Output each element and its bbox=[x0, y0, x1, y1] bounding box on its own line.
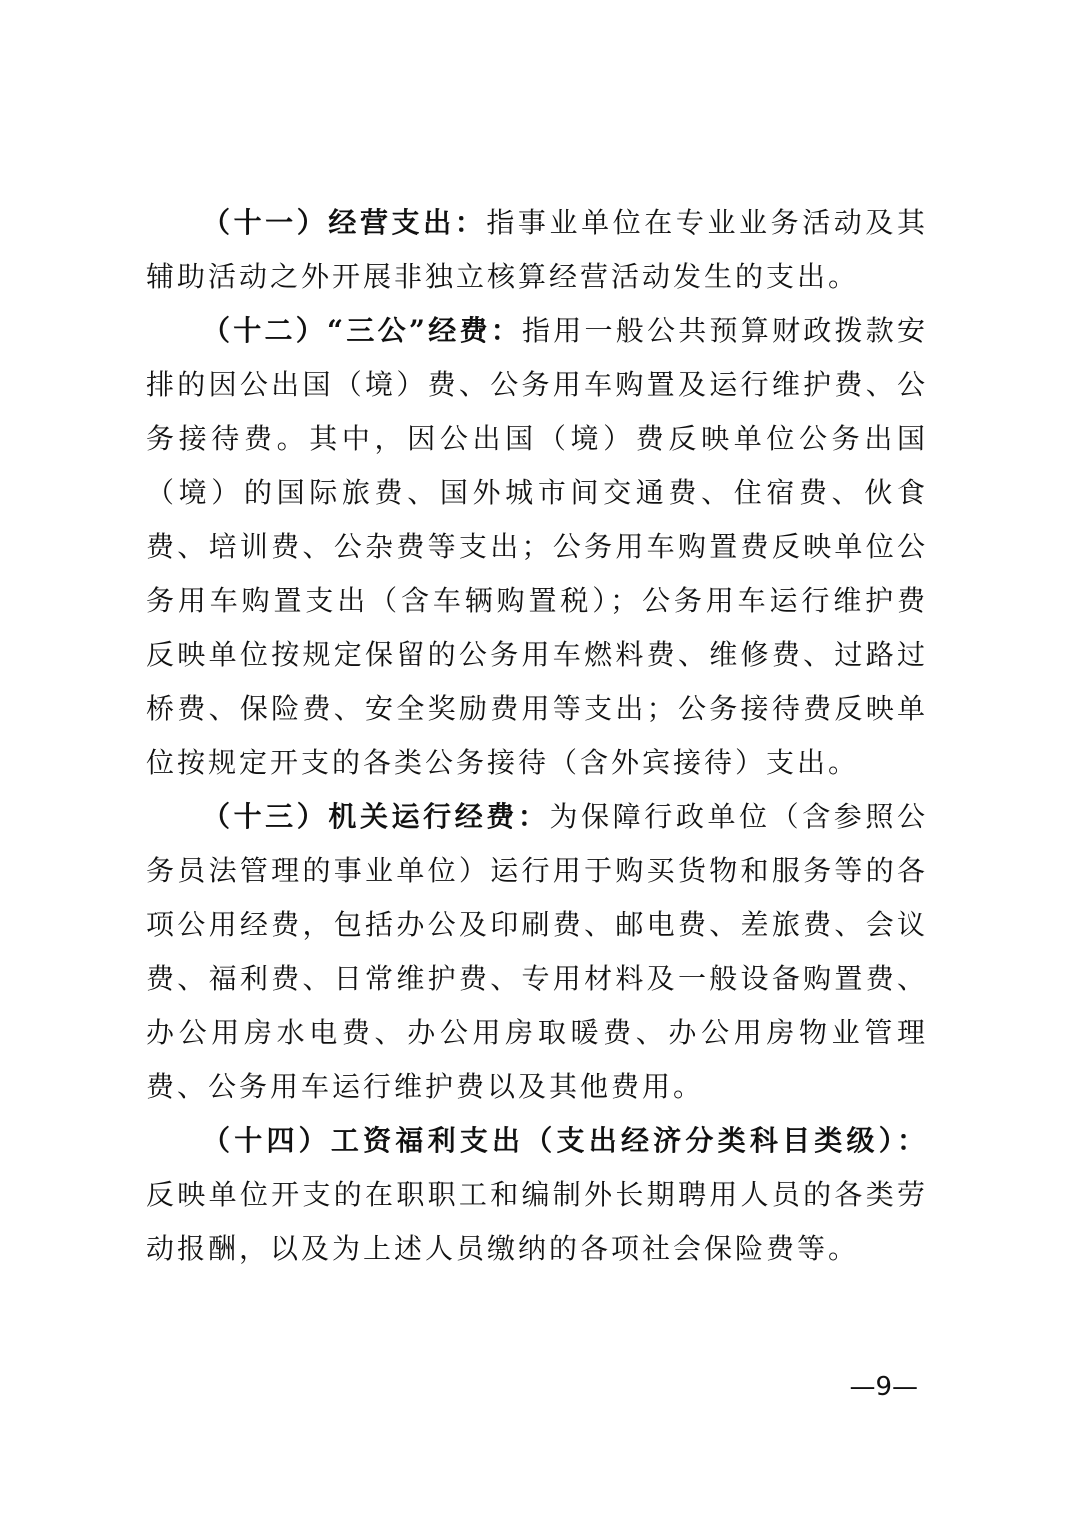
paragraph-agency-operating-funds bbox=[146, 790, 928, 1114]
term-wage-welfare-expenses: （十四）工资福利支出（支出经济分类科目类级）： bbox=[202, 1124, 928, 1157]
definition-wage-welfare-expenses: 反映单位开支的在职职工和编制外长期聘用人员的各类劳动报酬，以及为上述人员缴纳的各项社会保险费等。 bbox=[146, 1178, 928, 1265]
term-three-public-expenses: （十二）“三公”经费： bbox=[202, 314, 522, 347]
definition-agency-operating-funds: 为保障行政单位（含参照公务员法管理的事业单位）运行用于购买货物和服务等的各项公用经费，包括办公及印刷费、邮电费、差旅费、会议费、福利费、日常维护费、专用材料及一般设备购置费、办公用房水电费、办公用房取暖费、办公用房物业管理费、公务用车运行维护费以及其他费用。 bbox=[146, 800, 928, 1103]
page-number: —9— bbox=[849, 1372, 918, 1402]
definition-three-public-expenses: 指用一般公共预算财政拨款安排的因公出国（境）费、公务用车购置及运行维护费、公务接待费。其中，因公出国（境）费反映单位公务出国（境）的国际旅费、国外城市间交通费、住宿费、伙食费、培训费、公杂费等支出；公务用车购置费反映单位公务用车购置支出（含车辆购置税）；公务用车运行维护费反映单位按规定保留的公务用车燃料费、维修费、过路过桥费、保险费、安全奖励费用等支出；公务接待费反映单位按规定开支的各类公务接待（含外宾接待）支出。 bbox=[146, 314, 928, 779]
paragraph-three-public-expenses bbox=[146, 304, 928, 790]
term-agency-operating-funds: （十三）机关运行经费： bbox=[202, 800, 550, 833]
paragraph-operating-expenses bbox=[146, 196, 928, 304]
definition-operating-expenses: 指事业单位在专业业务活动及其辅助活动之外开展非独立核算经营活动发生的支出。 bbox=[146, 206, 928, 293]
paragraph-wage-welfare-expenses bbox=[146, 1114, 928, 1276]
term-operating-expenses: （十一）经营支出： bbox=[202, 206, 487, 239]
document-body bbox=[146, 196, 928, 1276]
